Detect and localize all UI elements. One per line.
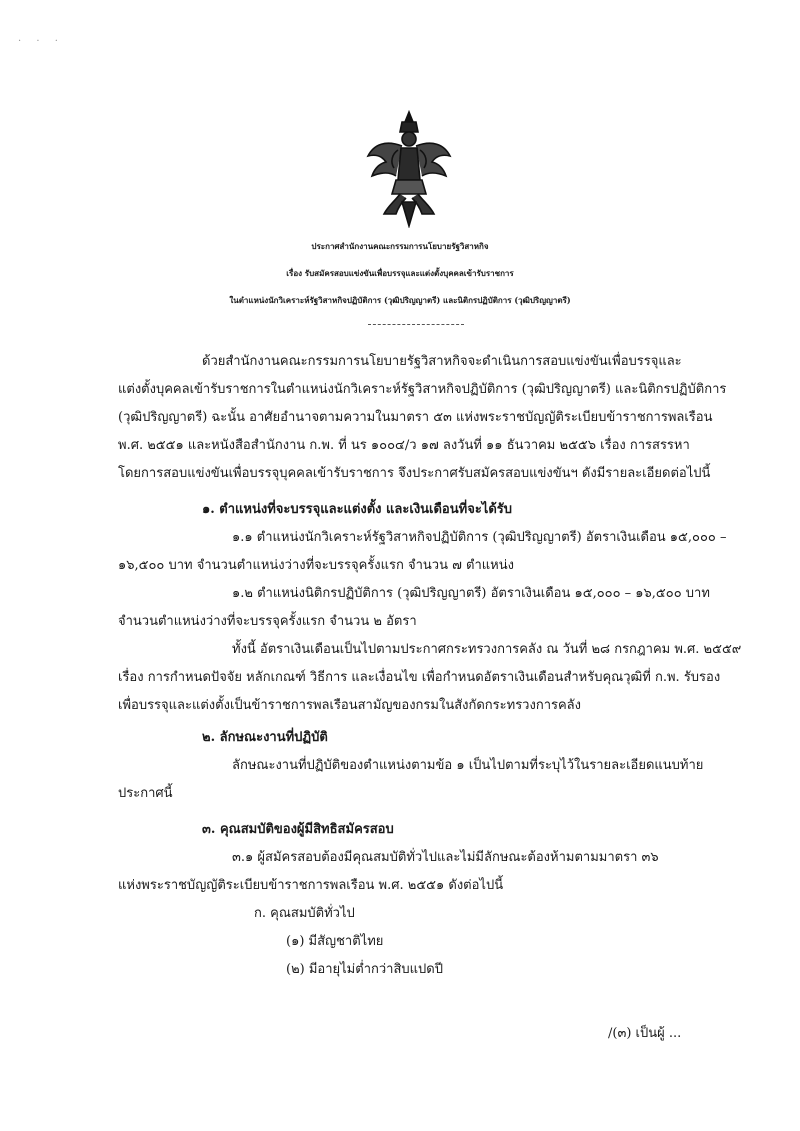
announcement-positions: ในตำแหน่งนักวิเคราะห์รัฐวิสาหกิจปฏิบัติการ (วุฒิปริญญาตรี) และนิติกรปฏิบัติการ (วุฒิปริญญาตรี) [229,295,571,305]
salary-note-line: เพื่อบรรจุและแต่งตั้งเป็นข้าราชการพลเรือนสามัญของกรมในสังกัดกระทรวงการคลัง [118,698,581,713]
intro-line: โดยการสอบแข่งขันเพื่อบรรจุบุคคลเข้ารับราชการ จึงประกาศรับสมัครสอบแข่งขันฯ ดังมีรายละเอียดต่อไปนี้ [118,466,711,481]
intro-line: (วุฒิปริญญาตรี) ฉะนั้น อาศัยอำนาจตามความในมาตรา ๕๓ แห่งพระราชบัญญัติระเบียบข้าราชการพลเรือน [118,410,713,425]
section-1-heading: ๑. ตำแหน่งที่จะบรรจุและแต่งตั้ง และเงินเดือนที่จะได้รับ [202,502,513,517]
scan-artifact: · · · [18,36,64,47]
salary-note-line: ทั้งนี้ อัตราเงินเดือนเป็นไปตามประกาศกระทรวงการคลัง ณ วันที่ ๒๘ กรกฎาคม พ.ศ. ๒๕๕๙ [232,642,742,657]
intro-line: พ.ศ. ๒๕๕๑ และหนังสือสำนักงาน ก.พ. ที่ นร ๑๐๐๔/ว ๑๗ ลงวันที่ ๑๑ ธันวาคม ๒๕๕๖ เรื่อง การสรรหา [118,438,690,453]
item-1-1-line: ๑.๑ ตำแหน่งนักวิเคราะห์รัฐวิสาหกิจปฏิบัติการ (วุฒิปริญญาตรี) อัตราเงินเดือน ๑๕,๐๐๐ – [232,530,727,545]
intro-line: ด้วยสำนักงานคณะกรรมการนโยบายรัฐวิสาหกิจจะดำเนินการสอบแข่งขันเพื่อบรรจุและ [202,354,682,369]
header-divider [368,324,464,325]
intro-line: แต่งตั้งบุคคลเข้ารับราชการในตำแหน่งนักวิเคราะห์รัฐวิสาหกิจปฏิบัติการ (วุฒิปริญญาตรี) และนิติกรปฏิบัติการ [118,382,727,397]
section-2-heading: ๒. ลักษณะงานที่ปฏิบัติ [202,730,328,745]
sub-heading-general-qualifications: ก. คุณสมบัติทั่วไป [254,906,355,921]
announcement-title: ประกาศสำนักงานคณะกรรมการนโยบายรัฐวิสาหกิจ [311,241,489,251]
announcement-subject: เรื่อง รับสมัครสอบแข่งขันเพื่อบรรจุและแต่งตั้งบุคคลเข้ารับราชการ [286,268,514,278]
item-3-1-line: ๓.๑ ผู้สมัครสอบต้องมีคุณสมบัติทั่วไปและไม่มีลักษณะต้องห้ามตามมาตรา ๓๖ [232,850,659,865]
item-3-1-line: แห่งพระราชบัญญัติระเบียบข้าราชการพลเรือน พ.ศ. ๒๕๕๑ ดังต่อไปนี้ [118,878,504,893]
salary-note-line: เรื่อง การกำหนดปัจจัย หลักเกณฑ์ วิธีการ และเงื่อนไข เพื่อกำหนดอัตราเงินเดือนสำหรับคุณวุฒิที่ ก.พ. รับรอง [118,670,721,685]
section-2-line: ลักษณะงานที่ปฏิบัติของตำแหน่งตามข้อ ๑ เป็นไปตามที่ระบุไว้ในรายละเอียดแนบท้าย [232,758,704,773]
item-1-2-line: ๑.๒ ตำแหน่งนิติกรปฏิบัติการ (วุฒิปริญญาตรี) อัตราเงินเดือน ๑๕,๐๐๐ – ๑๖,๕๐๐ บาท [232,586,710,601]
section-2-line: ประกาศนี้ [118,786,173,801]
page-continuation: /(๓) เป็นผู้ ... [608,1026,682,1041]
item-1-2-line: จำนวนตำแหน่งว่างที่จะบรรจุครั้งแรก จำนวน ๒ อัตรา [118,614,417,629]
item-1-1-line: ๑๖,๕๐๐ บาท จำนวนตำแหน่งว่างที่จะบรรจุครั้งแรก จำนวน ๗ ตำแหน่ง [118,558,514,573]
garuda-emblem-icon [366,110,452,228]
qualification-item: (๑) มีสัญชาติไทย [286,934,384,949]
qualification-item: (๒) มีอายุไม่ต่ำกว่าสิบแปดปี [286,962,443,977]
section-3-heading: ๓. คุณสมบัติของผู้มีสิทธิสมัครสอบ [202,822,394,837]
